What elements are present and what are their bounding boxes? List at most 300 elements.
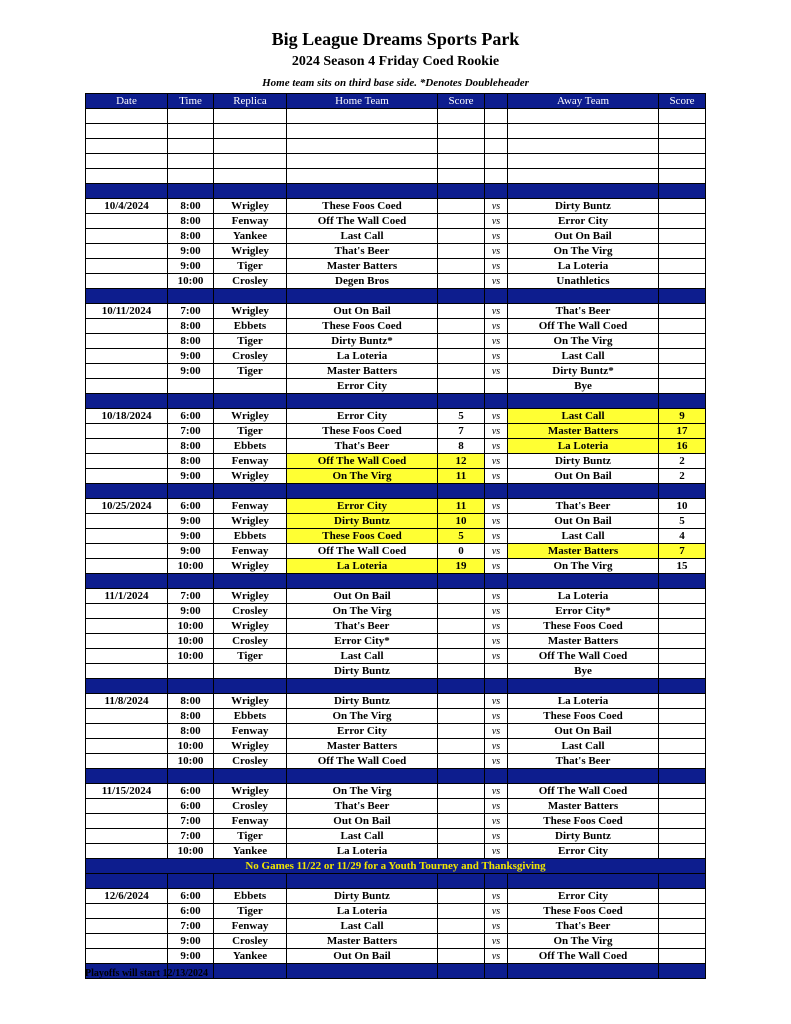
home-score [438, 589, 485, 604]
game-row [86, 814, 706, 829]
away-score [659, 844, 706, 859]
game-replica: Fenway [214, 919, 287, 934]
away-score [659, 889, 706, 904]
game-date [86, 229, 168, 244]
vs-label: vs [485, 409, 508, 424]
vs-label: vs [485, 739, 508, 754]
home-score [438, 709, 485, 724]
game-date [86, 319, 168, 334]
game-time: 10:00 [168, 844, 214, 859]
home-score [438, 934, 485, 949]
game-row [86, 199, 706, 214]
away-score [659, 379, 706, 394]
away-team: Dirty Buntz [508, 454, 659, 469]
game-time: 8:00 [168, 709, 214, 724]
game-row [86, 739, 706, 754]
away-score [659, 799, 706, 814]
away-score [659, 754, 706, 769]
game-row [86, 634, 706, 649]
game-replica: Tiger [214, 904, 287, 919]
game-row [86, 949, 706, 964]
away-score: 10 [659, 499, 706, 514]
blank-row [86, 169, 706, 184]
game-date [86, 439, 168, 454]
home-team: These Foos Coed [287, 424, 438, 439]
away-team: Error City [508, 889, 659, 904]
game-date: 11/15/2024 [86, 784, 168, 799]
away-score [659, 949, 706, 964]
vs-label: vs [485, 724, 508, 739]
game-replica: Ebbets [214, 889, 287, 904]
game-row [86, 694, 706, 709]
vs-label: vs [485, 469, 508, 484]
away-score [659, 214, 706, 229]
game-replica: Tiger [214, 424, 287, 439]
game-time: 9:00 [168, 934, 214, 949]
game-time: 10:00 [168, 754, 214, 769]
home-team: Out On Bail [287, 589, 438, 604]
game-date [86, 604, 168, 619]
away-score [659, 334, 706, 349]
away-score [659, 784, 706, 799]
away-score [659, 724, 706, 739]
game-row [86, 649, 706, 664]
home-score [438, 229, 485, 244]
col-header-away-team: Away Team [508, 94, 659, 109]
game-replica: Wrigley [214, 514, 287, 529]
game-replica [214, 664, 287, 679]
game-row [86, 499, 706, 514]
home-team: Last Call [287, 919, 438, 934]
away-team: Off The Wall Coed [508, 949, 659, 964]
away-team: Off The Wall Coed [508, 319, 659, 334]
game-date [86, 544, 168, 559]
vs-label: vs [485, 649, 508, 664]
col-header-time: Time [168, 94, 214, 109]
game-replica [214, 379, 287, 394]
week-separator [86, 184, 706, 199]
home-score: 12 [438, 454, 485, 469]
home-score [438, 799, 485, 814]
game-time: 9:00 [168, 259, 214, 274]
away-team: Master Batters [508, 424, 659, 439]
home-team: Off The Wall Coed [287, 454, 438, 469]
vs-label: vs [485, 709, 508, 724]
home-team: Off The Wall Coed [287, 754, 438, 769]
home-score [438, 634, 485, 649]
game-row [86, 379, 706, 394]
vs-label [485, 379, 508, 394]
away-team: Off The Wall Coed [508, 649, 659, 664]
away-score: 7 [659, 544, 706, 559]
game-replica: Ebbets [214, 529, 287, 544]
week-separator [86, 679, 706, 694]
away-score [659, 829, 706, 844]
away-team: Last Call [508, 529, 659, 544]
vs-label: vs [485, 214, 508, 229]
home-team: Last Call [287, 229, 438, 244]
game-date [86, 244, 168, 259]
away-score [659, 694, 706, 709]
home-team: La Loteria [287, 559, 438, 574]
away-score [659, 619, 706, 634]
blank-row [86, 154, 706, 169]
game-time [168, 664, 214, 679]
vs-label: vs [485, 559, 508, 574]
home-score [438, 829, 485, 844]
game-row [86, 529, 706, 544]
vs-label: vs [485, 439, 508, 454]
game-replica: Fenway [214, 214, 287, 229]
game-date [86, 349, 168, 364]
away-score [659, 709, 706, 724]
vs-label: vs [485, 934, 508, 949]
home-team: Last Call [287, 829, 438, 844]
away-team: On The Virg [508, 244, 659, 259]
game-date [86, 334, 168, 349]
game-replica: Tiger [214, 364, 287, 379]
away-team: La Loteria [508, 694, 659, 709]
away-team: Dirty Buntz* [508, 364, 659, 379]
game-row [86, 409, 706, 424]
game-replica: Crosley [214, 754, 287, 769]
home-score: 0 [438, 544, 485, 559]
game-date [86, 259, 168, 274]
game-time: 9:00 [168, 349, 214, 364]
vs-label: vs [485, 814, 508, 829]
no-games-notice: No Games 11/22 or 11/29 for a Youth Tourney and Thanksgiving [86, 859, 706, 874]
away-team: Out On Bail [508, 514, 659, 529]
game-date [86, 949, 168, 964]
away-team: Last Call [508, 349, 659, 364]
vs-label: vs [485, 754, 508, 769]
col-header-home-team: Home Team [287, 94, 438, 109]
col-header-away-score: Score [659, 94, 706, 109]
vs-label: vs [485, 949, 508, 964]
home-score [438, 214, 485, 229]
home-score [438, 244, 485, 259]
vs-label: vs [485, 844, 508, 859]
game-date [86, 379, 168, 394]
vs-label: vs [485, 259, 508, 274]
game-row [86, 349, 706, 364]
game-time: 10:00 [168, 274, 214, 289]
game-row [86, 454, 706, 469]
game-date [86, 214, 168, 229]
away-score [659, 814, 706, 829]
away-team: Dirty Buntz [508, 199, 659, 214]
game-replica: Yankee [214, 229, 287, 244]
game-replica: Tiger [214, 334, 287, 349]
away-team: Error City [508, 844, 659, 859]
game-date [86, 529, 168, 544]
home-score [438, 334, 485, 349]
vs-label: vs [485, 619, 508, 634]
game-time: 8:00 [168, 334, 214, 349]
game-row [86, 559, 706, 574]
vs-label: vs [485, 229, 508, 244]
home-team: That's Beer [287, 619, 438, 634]
playoffs-note: Playoffs will start 12/13/2024 [85, 968, 209, 979]
home-score [438, 274, 485, 289]
home-score [438, 304, 485, 319]
game-date [86, 724, 168, 739]
game-row [86, 259, 706, 274]
away-score [659, 349, 706, 364]
away-score [659, 739, 706, 754]
game-row [86, 934, 706, 949]
away-team: On The Virg [508, 559, 659, 574]
home-team: On The Virg [287, 469, 438, 484]
home-team: That's Beer [287, 799, 438, 814]
game-time: 9:00 [168, 469, 214, 484]
game-replica: Wrigley [214, 694, 287, 709]
home-score [438, 259, 485, 274]
away-team: On The Virg [508, 934, 659, 949]
away-score: 9 [659, 409, 706, 424]
away-score [659, 649, 706, 664]
vs-label: vs [485, 634, 508, 649]
away-team: Out On Bail [508, 469, 659, 484]
game-time: 7:00 [168, 304, 214, 319]
home-score [438, 694, 485, 709]
game-date: 11/1/2024 [86, 589, 168, 604]
away-team: On The Virg [508, 334, 659, 349]
away-team: That's Beer [508, 499, 659, 514]
game-row [86, 244, 706, 259]
game-row [86, 754, 706, 769]
game-date [86, 814, 168, 829]
away-score [659, 244, 706, 259]
no-games-notice-row [86, 859, 706, 874]
home-score [438, 889, 485, 904]
away-team: Bye [508, 664, 659, 679]
game-date [86, 634, 168, 649]
game-date [86, 919, 168, 934]
game-date [86, 664, 168, 679]
away-team: These Foos Coed [508, 709, 659, 724]
game-date: 10/4/2024 [86, 199, 168, 214]
home-score [438, 724, 485, 739]
home-team: Off The Wall Coed [287, 214, 438, 229]
game-date [86, 454, 168, 469]
schedule-table [85, 93, 706, 979]
home-score [438, 949, 485, 964]
vs-label: vs [485, 499, 508, 514]
game-replica: Ebbets [214, 439, 287, 454]
home-team: Error City [287, 379, 438, 394]
game-date [86, 424, 168, 439]
game-row [86, 589, 706, 604]
game-row [86, 919, 706, 934]
game-replica: Wrigley [214, 199, 287, 214]
game-date [86, 829, 168, 844]
game-date [86, 739, 168, 754]
home-team: La Loteria [287, 904, 438, 919]
game-row [86, 439, 706, 454]
game-replica: Wrigley [214, 409, 287, 424]
home-score [438, 319, 485, 334]
game-date [86, 934, 168, 949]
away-score: 2 [659, 454, 706, 469]
away-team: Unathletics [508, 274, 659, 289]
vs-label: vs [485, 544, 508, 559]
home-team: These Foos Coed [287, 319, 438, 334]
vs-label: vs [485, 319, 508, 334]
game-row [86, 214, 706, 229]
vs-label: vs [485, 454, 508, 469]
away-team: Last Call [508, 739, 659, 754]
game-row [86, 514, 706, 529]
home-score: 11 [438, 499, 485, 514]
home-score [438, 604, 485, 619]
home-team: Dirty Buntz [287, 664, 438, 679]
vs-label: vs [485, 274, 508, 289]
game-row [86, 334, 706, 349]
game-row [86, 274, 706, 289]
game-row [86, 229, 706, 244]
game-date [86, 469, 168, 484]
home-score: 5 [438, 409, 485, 424]
home-score: 5 [438, 529, 485, 544]
game-replica: Ebbets [214, 709, 287, 724]
game-date: 10/11/2024 [86, 304, 168, 319]
home-score: 10 [438, 514, 485, 529]
game-replica: Fenway [214, 454, 287, 469]
week-separator [86, 769, 706, 784]
home-team: Master Batters [287, 739, 438, 754]
home-team: Error City [287, 409, 438, 424]
game-date: 10/18/2024 [86, 409, 168, 424]
week-separator [86, 394, 706, 409]
home-score [438, 649, 485, 664]
game-replica: Yankee [214, 844, 287, 859]
game-date [86, 649, 168, 664]
game-time: 7:00 [168, 589, 214, 604]
game-time: 9:00 [168, 364, 214, 379]
table-header-row [86, 94, 706, 109]
col-header-date: Date [86, 94, 168, 109]
away-score: 15 [659, 559, 706, 574]
away-score [659, 199, 706, 214]
vs-label: vs [485, 514, 508, 529]
away-score [659, 304, 706, 319]
vs-label: vs [485, 784, 508, 799]
col-header-home-score: Score [438, 94, 485, 109]
away-score [659, 364, 706, 379]
vs-label: vs [485, 589, 508, 604]
game-row [86, 709, 706, 724]
game-replica: Fenway [214, 499, 287, 514]
game-row [86, 319, 706, 334]
away-team: Error City [508, 214, 659, 229]
game-time: 10:00 [168, 634, 214, 649]
game-replica: Tiger [214, 829, 287, 844]
vs-label: vs [485, 199, 508, 214]
game-replica: Tiger [214, 259, 287, 274]
away-score [659, 934, 706, 949]
home-score [438, 754, 485, 769]
home-team: On The Virg [287, 604, 438, 619]
home-team: That's Beer [287, 439, 438, 454]
game-replica: Crosley [214, 934, 287, 949]
home-team: Master Batters [287, 934, 438, 949]
away-team: Off The Wall Coed [508, 784, 659, 799]
game-replica: Crosley [214, 349, 287, 364]
game-replica: Wrigley [214, 739, 287, 754]
game-replica: Wrigley [214, 619, 287, 634]
away-score [659, 919, 706, 934]
away-team: Out On Bail [508, 229, 659, 244]
away-team: These Foos Coed [508, 904, 659, 919]
home-team: These Foos Coed [287, 529, 438, 544]
col-header-replica: Replica [214, 94, 287, 109]
game-row [86, 724, 706, 739]
game-date: 11/8/2024 [86, 694, 168, 709]
game-time: 7:00 [168, 919, 214, 934]
home-score [438, 349, 485, 364]
away-score [659, 319, 706, 334]
vs-label [485, 664, 508, 679]
vs-label: vs [485, 529, 508, 544]
away-score [659, 589, 706, 604]
away-team: Bye [508, 379, 659, 394]
vs-label: vs [485, 244, 508, 259]
game-date [86, 709, 168, 724]
game-date: 12/6/2024 [86, 889, 168, 904]
home-score: 11 [438, 469, 485, 484]
game-time: 8:00 [168, 214, 214, 229]
game-replica: Wrigley [214, 559, 287, 574]
away-team: These Foos Coed [508, 814, 659, 829]
home-team: That's Beer [287, 244, 438, 259]
home-team: Master Batters [287, 364, 438, 379]
away-score [659, 259, 706, 274]
away-score: 5 [659, 514, 706, 529]
game-time: 9:00 [168, 544, 214, 559]
game-time: 6:00 [168, 784, 214, 799]
away-team: That's Beer [508, 754, 659, 769]
home-team: Error City [287, 724, 438, 739]
game-time: 7:00 [168, 424, 214, 439]
game-replica: Wrigley [214, 469, 287, 484]
game-date [86, 559, 168, 574]
away-team: Error City* [508, 604, 659, 619]
game-replica: Fenway [214, 814, 287, 829]
vs-label: vs [485, 349, 508, 364]
game-row [86, 544, 706, 559]
game-replica: Crosley [214, 604, 287, 619]
game-replica: Crosley [214, 634, 287, 649]
game-time: 8:00 [168, 439, 214, 454]
game-row [86, 469, 706, 484]
home-score: 8 [438, 439, 485, 454]
home-team: Master Batters [287, 259, 438, 274]
game-replica: Fenway [214, 724, 287, 739]
away-score: 4 [659, 529, 706, 544]
vs-label: vs [485, 424, 508, 439]
game-row [86, 304, 706, 319]
game-time: 8:00 [168, 199, 214, 214]
home-score [438, 844, 485, 859]
game-row [86, 799, 706, 814]
vs-label: vs [485, 604, 508, 619]
game-time: 9:00 [168, 949, 214, 964]
away-team: That's Beer [508, 304, 659, 319]
game-row [86, 424, 706, 439]
home-team: La Loteria [287, 349, 438, 364]
game-replica: Fenway [214, 544, 287, 559]
